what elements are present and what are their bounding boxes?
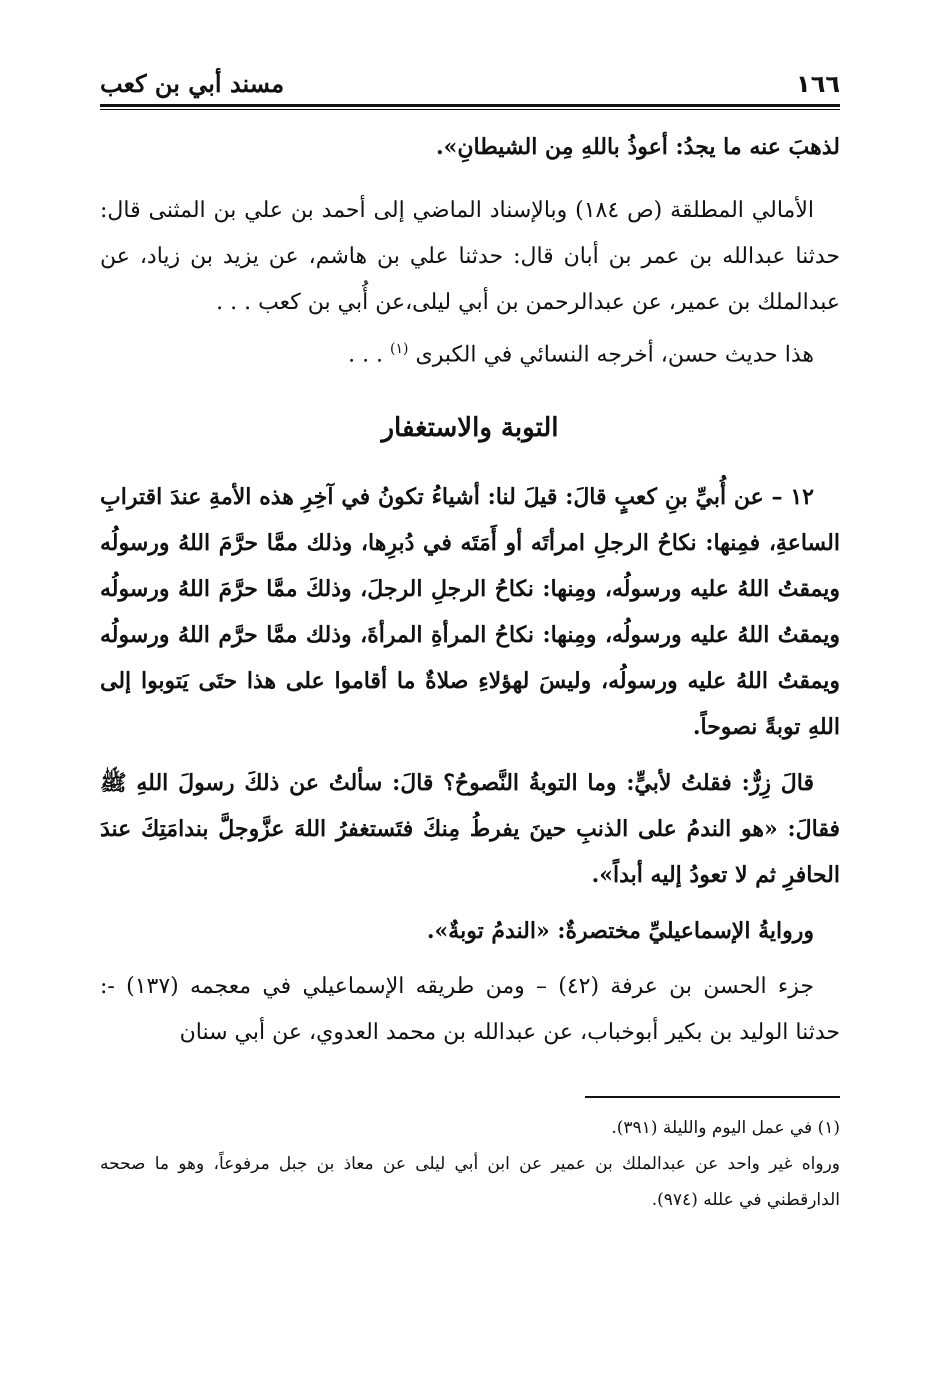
footnote-mark: (١) xyxy=(390,341,409,357)
footnote-rule xyxy=(585,1096,840,1098)
book-page xyxy=(100,58,840,1218)
running-header xyxy=(100,58,840,98)
hadith-12: ١٢ – عن أُبيِّ بنِ كعبٍ قالَ: قيلَ لنا: أشياءُ تكونُ في آخِرِ هذه الأمةِ عندَ اقترابِ الساعةِ، فمِنها: نكاحُ الرجلِ امرأتَه أو أَمَتَه في دُبرِها، وذلك ممَّا حرَّمَ اللهُ ورسولُه ويمقتُ اللهُ عليه ورسولُه، ومِنها: نكاحُ الرجلِ الرجلَ، وذلكَ ممَّا حرَّمَ اللهُ ورسولُه ويمقتُ اللهُ عليه ورسولُه، ومِنها: نكاحُ المرأةِ المرأةَ، وذلك ممَّا حرَّم اللهُ ورسولُه ويمقتُ اللهُ عليه ورسولُه، وليسَ لهؤلاءِ صلاةٌ ما أقاموا على هذا حتَى يَتوبوا إلى اللهِ توبةً نصوحاً. xyxy=(100,484,840,741)
page-number: ١٦٦ xyxy=(796,70,840,98)
juz-paragraph: جزء الحسن بن عرفة (٤٢) – ومن طريقه الإسماعيلي في معجمه (١٣٧) -: حدثنا الوليد بن بكير أبوخباب، عن عبدالله بن محمد العدوي، عن أبي سنان xyxy=(100,974,840,1046)
zirr-question: قالَ زِرٌّ: فقلتُ لأبيٍّ: وما التوبةُ النَّصوحُ؟ قالَ: سألتُ عن ذلكَ رسولَ اللهِ ﷺ فقالَ: «هو الندمُ على الذنبِ حينَ يفرطُ مِنكَ فتَستغفرُ اللهَ عزَّوجلَّ بندامَتِكَ عندَ الحافرِ ثم لا تعودُ إليه أبداً». xyxy=(100,770,840,889)
header-rule xyxy=(100,104,840,107)
amali-paragraph: الأمالي المطلقة (ص ١٨٤) وبالإسناد الماضي إلى أحمد بن علي بن المثنى قال: حدثنا عبدالله بن عمر بن أبان قال: حدثنا علي بن هاشم، عن يزيد بن زياد، عن عبدالملك بن عمير، عن عبدالرحمن بن أبي ليلى،عن أُبي بن كعب . . . xyxy=(100,198,840,315)
section-title: التوبة والاستغفار xyxy=(381,413,559,444)
footnotes xyxy=(100,1110,840,1218)
hasan-text: هذا حديث حسن، أخرجه النسائي في الكبرى xyxy=(415,342,814,368)
hasan-paragraph xyxy=(100,326,840,378)
hasan-trailing: . . . xyxy=(348,342,384,368)
footnote-1-extra: ورواه غير واحد عن عبدالملك بن عمير عن ابن أبي ليلى عن معاذ بن جبل مرفوعاً، وهو ما صححه الدارقطني في علله (٩٧٤). xyxy=(100,1154,840,1211)
footnote-1: (١) في عمل اليوم والليلة (٣٩١). xyxy=(611,1118,840,1139)
ismaili-version: وروايةُ الإسماعيليِّ مختصرةٌ: «الندمُ توبةٌ». xyxy=(426,918,814,945)
main-text xyxy=(100,124,840,1056)
header-rule-thin xyxy=(100,109,840,110)
running-title: مسند أبي بن كعب xyxy=(100,69,285,98)
continuation-line: لذهبَ عنه ما يجدُ: أعوذُ باللهِ مِن الشيطانِ». xyxy=(435,134,840,160)
